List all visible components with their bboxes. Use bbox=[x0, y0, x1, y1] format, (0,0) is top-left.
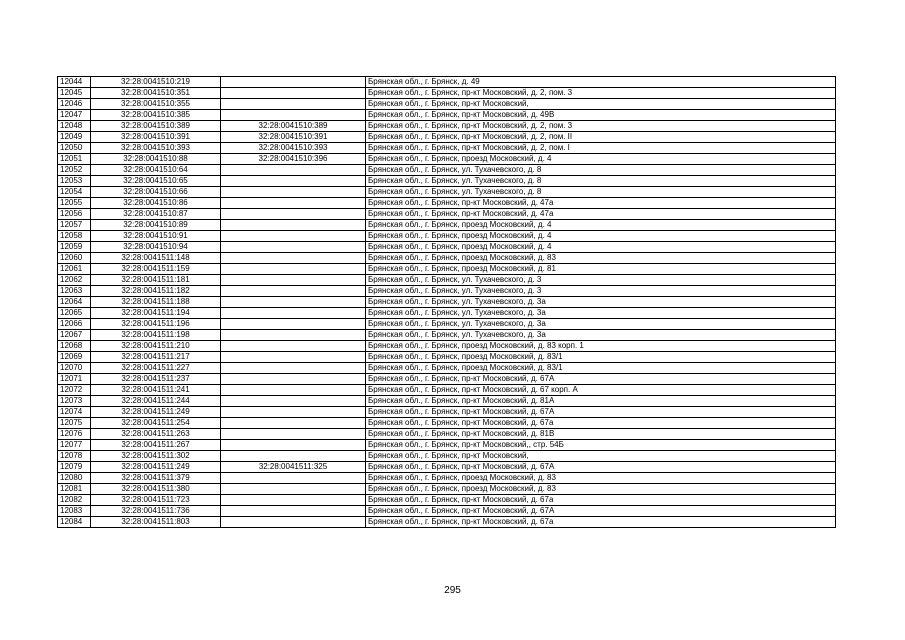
cadastral-number-cell: 32:28:0041511:194 bbox=[91, 308, 221, 319]
table-row bbox=[58, 396, 836, 407]
related-cadastral-number-cell bbox=[221, 396, 366, 407]
address-cell: Брянская обл., г. Брянск, пр-кт Московский, д. 67А bbox=[366, 506, 836, 517]
address-cell: Брянская обл., г. Брянск, пр-кт Московский, bbox=[366, 99, 836, 110]
cadastral-number-cell: 32:28:0041511:723 bbox=[91, 495, 221, 506]
address-cell: Брянская обл., г. Брянск, проезд Московский, д. 4 bbox=[366, 231, 836, 242]
address-cell: Брянская обл., г. Брянск, пр-кт Московский, д. 67а bbox=[366, 495, 836, 506]
cadastral-number-cell: 32:28:0041511:379 bbox=[91, 473, 221, 484]
record-number-cell: 12080 bbox=[58, 473, 91, 484]
record-number-cell: 12054 bbox=[58, 187, 91, 198]
page-number: 295 bbox=[444, 585, 461, 596]
record-number-cell: 12082 bbox=[58, 495, 91, 506]
record-number-cell: 12050 bbox=[58, 143, 91, 154]
cadastral-number-cell: 32:28:0041511:217 bbox=[91, 352, 221, 363]
table-row bbox=[58, 495, 836, 506]
table-row bbox=[58, 220, 836, 231]
record-number-cell: 12058 bbox=[58, 231, 91, 242]
address-cell: Брянская обл., г. Брянск, проезд Московский, д. 83/1 bbox=[366, 363, 836, 374]
cadastral-number-cell: 32:28:0041511:159 bbox=[91, 264, 221, 275]
address-cell: Брянская обл., г. Брянск, проезд Московский, д. 83 bbox=[366, 484, 836, 495]
cadastral-number-cell: 32:28:0041510:385 bbox=[91, 110, 221, 121]
cadastral-number-cell: 32:28:0041511:249 bbox=[91, 462, 221, 473]
related-cadastral-number-cell bbox=[221, 374, 366, 385]
table-row bbox=[58, 275, 836, 286]
related-cadastral-number-cell bbox=[221, 187, 366, 198]
cadastral-number-cell: 32:28:0041510:355 bbox=[91, 99, 221, 110]
table-row bbox=[58, 341, 836, 352]
address-cell: Брянская обл., г. Брянск, пр-кт Московский, д. 2, пом. II bbox=[366, 132, 836, 143]
record-number-cell: 12077 bbox=[58, 440, 91, 451]
table-row bbox=[58, 165, 836, 176]
address-cell: Брянская обл., г. Брянск, пр-кт Московский, д. 67А bbox=[366, 374, 836, 385]
record-number-cell: 12053 bbox=[58, 176, 91, 187]
table-row bbox=[58, 88, 836, 99]
table-row bbox=[58, 121, 836, 132]
cadastral-number-cell: 32:28:0041510:65 bbox=[91, 176, 221, 187]
cadastral-number-cell: 32:28:0041510:91 bbox=[91, 231, 221, 242]
cadastral-number-cell: 32:28:0041510:64 bbox=[91, 165, 221, 176]
cadastral-number-cell: 32:28:0041511:210 bbox=[91, 341, 221, 352]
related-cadastral-number-cell: 32:28:0041510:396 bbox=[221, 154, 366, 165]
address-cell: Брянская обл., г. Брянск, ул. Тухачевского, д. 8 bbox=[366, 187, 836, 198]
related-cadastral-number-cell bbox=[221, 341, 366, 352]
related-cadastral-number-cell bbox=[221, 363, 366, 374]
address-cell: Брянская обл., г. Брянск, пр-кт Московский, д. 2, пом. 3 bbox=[366, 121, 836, 132]
record-number-cell: 12075 bbox=[58, 418, 91, 429]
registry-table-body bbox=[58, 77, 836, 528]
address-cell: Брянская обл., г. Брянск, пр-кт Московский, д. 47а bbox=[366, 198, 836, 209]
related-cadastral-number-cell bbox=[221, 275, 366, 286]
table-row bbox=[58, 132, 836, 143]
related-cadastral-number-cell bbox=[221, 440, 366, 451]
record-number-cell: 12049 bbox=[58, 132, 91, 143]
record-number-cell: 12052 bbox=[58, 165, 91, 176]
record-number-cell: 12055 bbox=[58, 198, 91, 209]
address-cell: Брянская обл., г. Брянск, ул. Тухачевского, д. 3 bbox=[366, 275, 836, 286]
related-cadastral-number-cell: 32:28:0041510:391 bbox=[221, 132, 366, 143]
address-cell: Брянская обл., г. Брянск, ул. Тухачевского, д. 8 bbox=[366, 176, 836, 187]
record-number-cell: 12069 bbox=[58, 352, 91, 363]
related-cadastral-number-cell bbox=[221, 231, 366, 242]
cadastral-number-cell: 32:28:0041511:380 bbox=[91, 484, 221, 495]
record-number-cell: 12079 bbox=[58, 462, 91, 473]
record-number-cell: 12061 bbox=[58, 264, 91, 275]
address-cell: Брянская обл., г. Брянск, пр-кт Московский, д. 49В bbox=[366, 110, 836, 121]
address-cell: Брянская обл., г. Брянск, ул. Тухачевского, д. 3а bbox=[366, 319, 836, 330]
record-number-cell: 12081 bbox=[58, 484, 91, 495]
cadastral-number-cell: 32:28:0041511:803 bbox=[91, 517, 221, 528]
related-cadastral-number-cell bbox=[221, 385, 366, 396]
table-row bbox=[58, 99, 836, 110]
related-cadastral-number-cell bbox=[221, 220, 366, 231]
table-row bbox=[58, 473, 836, 484]
record-number-cell: 12065 bbox=[58, 308, 91, 319]
related-cadastral-number-cell bbox=[221, 506, 366, 517]
record-number-cell: 12048 bbox=[58, 121, 91, 132]
cadastral-number-cell: 32:28:0041511:254 bbox=[91, 418, 221, 429]
address-cell: Брянская обл., г. Брянск, пр-кт Московский, д. 2, пом. 3 bbox=[366, 88, 836, 99]
table-row bbox=[58, 407, 836, 418]
cadastral-number-cell: 32:28:0041510:87 bbox=[91, 209, 221, 220]
record-number-cell: 12051 bbox=[58, 154, 91, 165]
address-cell: Брянская обл., г. Брянск, ул. Тухачевского, д. 3 bbox=[366, 286, 836, 297]
related-cadastral-number-cell bbox=[221, 484, 366, 495]
address-cell: Брянская обл., г. Брянск, ул. Тухачевского, д. 8 bbox=[366, 165, 836, 176]
table-row bbox=[58, 319, 836, 330]
cadastral-number-cell: 32:28:0041511:148 bbox=[91, 253, 221, 264]
record-number-cell: 12045 bbox=[58, 88, 91, 99]
table-row bbox=[58, 330, 836, 341]
address-cell: Брянская обл., г. Брянск, проезд Московский, д. 83 bbox=[366, 253, 836, 264]
record-number-cell: 12068 bbox=[58, 341, 91, 352]
related-cadastral-number-cell bbox=[221, 451, 366, 462]
address-cell: Брянская обл., г. Брянск, пр-кт Московский, д. 81В bbox=[366, 429, 836, 440]
address-cell: Брянская обл., г. Брянск, пр-кт Московский, д. 67А bbox=[366, 462, 836, 473]
related-cadastral-number-cell: 32:28:0041510:393 bbox=[221, 143, 366, 154]
record-number-cell: 12060 bbox=[58, 253, 91, 264]
related-cadastral-number-cell bbox=[221, 319, 366, 330]
record-number-cell: 12078 bbox=[58, 451, 91, 462]
table-row bbox=[58, 264, 836, 275]
address-cell: Брянская обл., г. Брянск, ул. Тухачевского, д. 3а bbox=[366, 330, 836, 341]
address-cell: Брянская обл., г. Брянск, пр-кт Московский, д. 67 корп. А bbox=[366, 385, 836, 396]
record-number-cell: 12076 bbox=[58, 429, 91, 440]
record-number-cell: 12062 bbox=[58, 275, 91, 286]
table-row bbox=[58, 143, 836, 154]
address-cell: Брянская обл., г. Брянск, пр-кт Московский, д. 2, пом. I bbox=[366, 143, 836, 154]
table-row bbox=[58, 297, 836, 308]
record-number-cell: 12072 bbox=[58, 385, 91, 396]
cadastral-number-cell: 32:28:0041511:196 bbox=[91, 319, 221, 330]
cadastral-number-cell: 32:28:0041510:86 bbox=[91, 198, 221, 209]
cadastral-number-cell: 32:28:0041510:391 bbox=[91, 132, 221, 143]
address-cell: Брянская обл., г. Брянск, проезд Московский, д. 83 корп. 1 bbox=[366, 341, 836, 352]
related-cadastral-number-cell bbox=[221, 253, 366, 264]
table-row bbox=[58, 308, 836, 319]
table-row bbox=[58, 517, 836, 528]
table-row bbox=[58, 286, 836, 297]
cadastral-number-cell: 32:28:0041510:94 bbox=[91, 242, 221, 253]
table-row bbox=[58, 352, 836, 363]
address-cell: Брянская обл., г. Брянск, д. 49 bbox=[366, 77, 836, 88]
cadastral-number-cell: 32:28:0041511:249 bbox=[91, 407, 221, 418]
record-number-cell: 12071 bbox=[58, 374, 91, 385]
record-number-cell: 12073 bbox=[58, 396, 91, 407]
table-row bbox=[58, 418, 836, 429]
record-number-cell: 12047 bbox=[58, 110, 91, 121]
address-cell: Брянская обл., г. Брянск, проезд Московский, д. 4 bbox=[366, 220, 836, 231]
related-cadastral-number-cell bbox=[221, 517, 366, 528]
table-row bbox=[58, 506, 836, 517]
cadastral-number-cell: 32:28:0041511:181 bbox=[91, 275, 221, 286]
record-number-cell: 12057 bbox=[58, 220, 91, 231]
address-cell: Брянская обл., г. Брянск, проезд Московский, д. 4 bbox=[366, 154, 836, 165]
record-number-cell: 12066 bbox=[58, 319, 91, 330]
table-row bbox=[58, 77, 836, 88]
related-cadastral-number-cell bbox=[221, 297, 366, 308]
related-cadastral-number-cell bbox=[221, 242, 366, 253]
related-cadastral-number-cell bbox=[221, 418, 366, 429]
cadastral-number-cell: 32:28:0041511:263 bbox=[91, 429, 221, 440]
record-number-cell: 12046 bbox=[58, 99, 91, 110]
related-cadastral-number-cell: 32:28:0041510:389 bbox=[221, 121, 366, 132]
table-row bbox=[58, 209, 836, 220]
related-cadastral-number-cell bbox=[221, 99, 366, 110]
related-cadastral-number-cell bbox=[221, 209, 366, 220]
address-cell: Брянская обл., г. Брянск, проезд Московский, д. 81 bbox=[366, 264, 836, 275]
related-cadastral-number-cell bbox=[221, 495, 366, 506]
cadastral-number-cell: 32:28:0041511:244 bbox=[91, 396, 221, 407]
related-cadastral-number-cell bbox=[221, 330, 366, 341]
cadastral-number-cell: 32:28:0041510:351 bbox=[91, 88, 221, 99]
address-cell: Брянская обл., г. Брянск, пр-кт Московский, д. 67а bbox=[366, 517, 836, 528]
record-number-cell: 12067 bbox=[58, 330, 91, 341]
related-cadastral-number-cell bbox=[221, 473, 366, 484]
table-row bbox=[58, 176, 836, 187]
related-cadastral-number-cell bbox=[221, 286, 366, 297]
record-number-cell: 12084 bbox=[58, 517, 91, 528]
record-number-cell: 12056 bbox=[58, 209, 91, 220]
cadastral-number-cell: 32:28:0041511:267 bbox=[91, 440, 221, 451]
table-row bbox=[58, 451, 836, 462]
table-row bbox=[58, 187, 836, 198]
related-cadastral-number-cell bbox=[221, 264, 366, 275]
cadastral-number-cell: 32:28:0041511:198 bbox=[91, 330, 221, 341]
table-row bbox=[58, 385, 836, 396]
address-cell: Брянская обл., г. Брянск, проезд Московский, д. 83 bbox=[366, 473, 836, 484]
cadastral-number-cell: 32:28:0041511:237 bbox=[91, 374, 221, 385]
related-cadastral-number-cell bbox=[221, 198, 366, 209]
cadastral-number-cell: 32:28:0041510:89 bbox=[91, 220, 221, 231]
cadastral-number-cell: 32:28:0041511:241 bbox=[91, 385, 221, 396]
table-row bbox=[58, 198, 836, 209]
cadastral-number-cell: 32:28:0041511:302 bbox=[91, 451, 221, 462]
related-cadastral-number-cell bbox=[221, 77, 366, 88]
address-cell: Брянская обл., г. Брянск, проезд Московский, д. 4 bbox=[366, 242, 836, 253]
address-cell: Брянская обл., г. Брянск, пр-кт Московский, д. 47а bbox=[366, 209, 836, 220]
cadastral-number-cell: 32:28:0041510:389 bbox=[91, 121, 221, 132]
address-cell: Брянская обл., г. Брянск, ул. Тухачевского, д. 3а bbox=[366, 308, 836, 319]
related-cadastral-number-cell bbox=[221, 165, 366, 176]
table-row bbox=[58, 374, 836, 385]
table-row bbox=[58, 110, 836, 121]
related-cadastral-number-cell bbox=[221, 352, 366, 363]
cadastral-number-cell: 32:28:0041510:393 bbox=[91, 143, 221, 154]
table-row bbox=[58, 154, 836, 165]
record-number-cell: 12074 bbox=[58, 407, 91, 418]
related-cadastral-number-cell bbox=[221, 88, 366, 99]
record-number-cell: 12063 bbox=[58, 286, 91, 297]
record-number-cell: 12083 bbox=[58, 506, 91, 517]
record-number-cell: 12044 bbox=[58, 77, 91, 88]
cadastral-number-cell: 32:28:0041510:219 bbox=[91, 77, 221, 88]
address-cell: Брянская обл., г. Брянск, пр-кт Московский, д. 67А bbox=[366, 407, 836, 418]
related-cadastral-number-cell bbox=[221, 407, 366, 418]
address-cell: Брянская обл., г. Брянск, пр-кт Московский,, стр. 54Б bbox=[366, 440, 836, 451]
table-row bbox=[58, 242, 836, 253]
record-number-cell: 12064 bbox=[58, 297, 91, 308]
address-cell: Брянская обл., г. Брянск, пр-кт Московский, bbox=[366, 451, 836, 462]
related-cadastral-number-cell bbox=[221, 176, 366, 187]
cadastral-number-cell: 32:28:0041510:66 bbox=[91, 187, 221, 198]
record-number-cell: 12070 bbox=[58, 363, 91, 374]
cadastral-number-cell: 32:28:0041510:88 bbox=[91, 154, 221, 165]
record-number-cell: 12059 bbox=[58, 242, 91, 253]
registry-table bbox=[57, 76, 836, 528]
cadastral-number-cell: 32:28:0041511:227 bbox=[91, 363, 221, 374]
table-row bbox=[58, 440, 836, 451]
address-cell: Брянская обл., г. Брянск, пр-кт Московский, д. 67а bbox=[366, 418, 836, 429]
address-cell: Брянская обл., г. Брянск, проезд Московский, д. 83/1 bbox=[366, 352, 836, 363]
cadastral-number-cell: 32:28:0041511:188 bbox=[91, 297, 221, 308]
address-cell: Брянская обл., г. Брянск, ул. Тухачевского, д. 3а bbox=[366, 297, 836, 308]
table-row bbox=[58, 462, 836, 473]
related-cadastral-number-cell bbox=[221, 110, 366, 121]
related-cadastral-number-cell bbox=[221, 308, 366, 319]
table-row bbox=[58, 253, 836, 264]
related-cadastral-number-cell bbox=[221, 429, 366, 440]
table-row bbox=[58, 484, 836, 495]
cadastral-number-cell: 32:28:0041511:736 bbox=[91, 506, 221, 517]
related-cadastral-number-cell: 32:28:0041511:325 bbox=[221, 462, 366, 473]
address-cell: Брянская обл., г. Брянск, пр-кт Московский, д. 81А bbox=[366, 396, 836, 407]
table-row bbox=[58, 231, 836, 242]
table-row bbox=[58, 363, 836, 374]
table-row bbox=[58, 429, 836, 440]
cadastral-number-cell: 32:28:0041511:182 bbox=[91, 286, 221, 297]
